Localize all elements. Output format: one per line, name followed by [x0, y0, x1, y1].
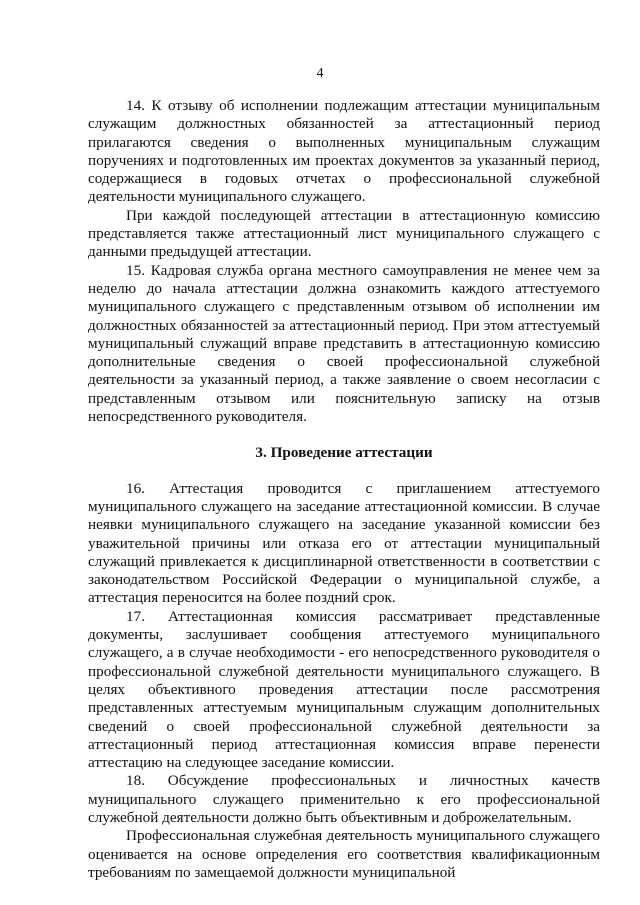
paragraph-attestation-sheet: При каждой последующей аттестации в аттестационную комиссию представляется также аттестационный лист муниципального служащего с данными предыдущей аттестации.: [88, 206, 600, 261]
paragraph-17: 17. Аттестационная комиссия рассматривает представленные документы, заслушивает сообщения аттестуемого муниципального служащего, а в случае необходимости - его непосредственного руководителя о профессиональной служебной деятельности муниципального служащего. В целях объективного проведения аттестации после рассмотрения представленных аттестуемым муниципальным служащим дополнительных сведений о своей профессиональной служебной деятельности за аттестационный период аттестационная комиссия вправе перенести аттестацию на следующее заседание комиссии.: [88, 607, 600, 772]
page-number: 4: [316, 66, 324, 81]
paragraph-14: 14. К отзыву об исполнении подлежащим аттестации муниципальным служащим должностных обязанностей за аттестационный период прилагаются сведения о выполненных муниципальным служащим поручениях и подготовленных им проектах документов за указанный период, содержащиеся в годовых отчетах о профессиональной служебной деятельности муниципального служащего.: [88, 97, 600, 206]
paragraph-16: 16. Аттестация проводится с приглашением аттестуемого муниципального служащего на заседание аттестационной комиссии. В случае неявки муниципального служащего на заседание указанной комиссии без уважительной причины или отказа его от аттестации муниципальный служащий привлекается к дисциплинарной ответственности в соответствии с законодательством Российской Федерации о муниципальной службе, а аттестация переносится на более поздний срок.: [88, 479, 600, 607]
paragraph-18: 18. Обсуждение профессиональных и личностных качеств муниципального служащего применительно к его профессиональной служебной деятельности должно быть объективным и доброжелательным.: [88, 772, 600, 826]
paragraph-15: 15. Кадровая служба органа местного самоуправления не менее чем за неделю до начала аттестации должна ознакомить каждого аттестуемого муниципального служащего с представленным отзывом об исполнении им должностных обязанностей за аттестационный период. При этом аттестуемый муниципальный служащий вправе представить в аттестационную комиссию дополнительные сведения о своей профессиональной служебной деятельности за указанный период, а также заявление о своем несогласии с представленным отзывом или пояснительную записку на отзыв непосредственного руководителя.: [88, 261, 600, 426]
document-body: [88, 97, 600, 882]
section-heading: 3. Проведение аттестации: [255, 444, 433, 462]
paragraph-professional-activity: Профессиональная служебная деятельность муниципального служащего оценивается на основе определения его соответствия квалификационным требованиям по замещаемой должности муниципальной: [88, 827, 600, 881]
